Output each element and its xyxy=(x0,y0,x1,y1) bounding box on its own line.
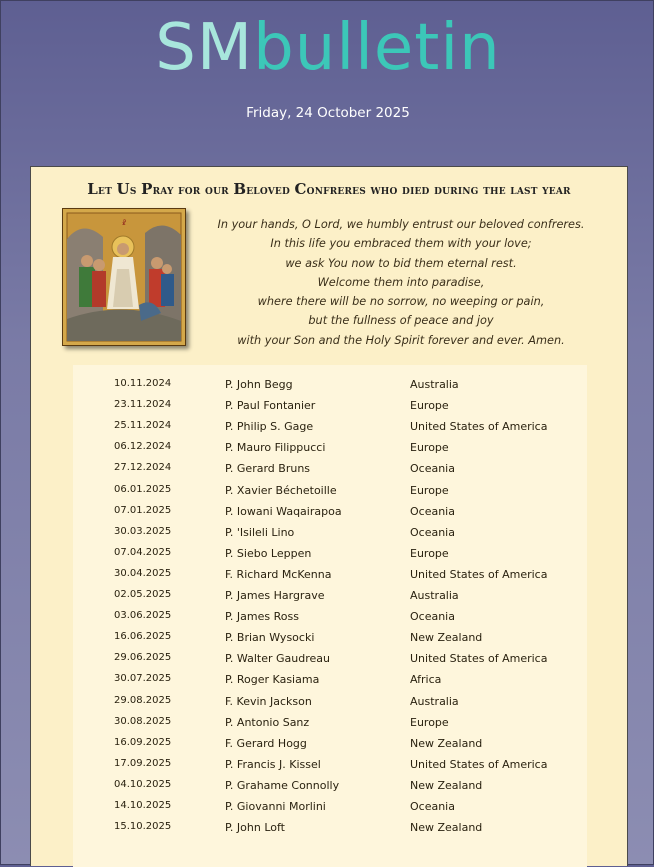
confrere-name: P. Antonio Sanz xyxy=(225,715,310,729)
death-date: 30.07.2025 xyxy=(114,673,172,685)
confrere-name: P. James Hargrave xyxy=(225,589,325,602)
deceased-row xyxy=(73,673,587,694)
logo-bulletin: bulletin xyxy=(253,11,501,85)
region: Australia xyxy=(410,589,459,602)
site-logo[interactable] xyxy=(1,13,654,83)
death-date: 14.10.2025 xyxy=(114,800,172,811)
death-date: 06.12.2024 xyxy=(114,441,172,453)
confrere-name: P. Iowani Waqairapoa xyxy=(225,504,342,518)
deceased-row xyxy=(73,779,587,800)
region: Oceania xyxy=(410,504,455,518)
region: New Zealand xyxy=(410,631,483,645)
region: Europe xyxy=(410,715,449,729)
death-date: 30.08.2025 xyxy=(114,715,172,727)
confrere-name: P. John Begg xyxy=(225,378,293,391)
article-title-part: P xyxy=(141,180,153,198)
confrere-name: P. Siebo Leppen xyxy=(225,546,312,560)
article-title-part: B xyxy=(233,180,247,198)
deceased-row xyxy=(73,420,587,441)
region: New Zealand xyxy=(410,778,483,792)
death-date: 25.11.2024 xyxy=(114,420,172,432)
confrere-name: P. Philip S. Gage xyxy=(225,420,314,434)
death-date: 30.03.2025 xyxy=(114,525,172,537)
death-date: 30.04.2025 xyxy=(114,567,172,579)
deceased-row xyxy=(73,610,587,631)
article-title-part: U xyxy=(116,180,130,198)
death-date: 23.11.2024 xyxy=(114,399,172,411)
deceased-row xyxy=(73,462,587,483)
deceased-row xyxy=(73,589,587,610)
death-date: 07.01.2025 xyxy=(114,504,172,516)
death-date: 27.12.2024 xyxy=(114,462,172,474)
article-title-part: ray for our xyxy=(152,182,234,197)
prayer-line: where there will be no sorrow, no weeping or pain, xyxy=(257,295,545,309)
confrere-name: P. Francis J. Kissel xyxy=(225,757,321,771)
confrere-name: P. James Ross xyxy=(225,610,299,624)
article-title-part: L xyxy=(87,180,99,198)
confrere-name: F. Kevin Jackson xyxy=(225,694,312,708)
confrere-name: P. John Loft xyxy=(225,821,285,835)
death-date: 06.01.2025 xyxy=(114,483,172,495)
deceased-row xyxy=(73,568,587,589)
article-card xyxy=(30,166,628,866)
confrere-name: F. Richard McKenna xyxy=(225,567,332,581)
article-title-part: eloved xyxy=(246,182,295,197)
confrere-name: P. Giovanni Morlini xyxy=(225,800,326,813)
region: Europe xyxy=(410,399,449,413)
region: Oceania xyxy=(410,800,455,813)
deceased-row xyxy=(73,716,587,737)
article-title-part: s xyxy=(129,182,142,197)
region: United States of America xyxy=(410,567,548,581)
deceased-row xyxy=(73,737,587,758)
death-date: 10.11.2024 xyxy=(114,378,172,389)
region: New Zealand xyxy=(410,821,483,835)
article-title-part: onfreres who died during the last year xyxy=(306,182,571,197)
region: Africa xyxy=(410,673,442,687)
death-date: 02.05.2025 xyxy=(114,589,172,600)
deceased-row xyxy=(73,484,587,505)
confrere-name: P. Mauro Filippucci xyxy=(225,441,326,455)
article-title-part: et xyxy=(98,182,117,197)
prayer-text xyxy=(211,215,591,350)
prayer-line: In this life you embraced them with your love; xyxy=(270,237,532,251)
death-date: 29.06.2025 xyxy=(114,652,172,664)
region: Oceania xyxy=(410,525,455,539)
death-date: 15.10.2025 xyxy=(114,821,172,833)
deceased-list xyxy=(73,365,587,867)
confrere-name: P. Brian Wysocki xyxy=(225,631,315,645)
deceased-row xyxy=(73,631,587,652)
deceased-row xyxy=(73,505,587,526)
confrere-name: P. Paul Fontanier xyxy=(225,399,316,413)
deceased-row xyxy=(73,526,587,547)
death-date: 29.08.2025 xyxy=(114,694,172,706)
deceased-row xyxy=(73,821,587,842)
region: Australia xyxy=(410,378,459,391)
deceased-row xyxy=(73,758,587,779)
region: Europe xyxy=(410,483,449,497)
prayer-line: but the fullness of peace and joy xyxy=(308,314,494,328)
svg-text:☧: ☧ xyxy=(121,220,127,227)
confrere-name: P. Grahame Connolly xyxy=(225,778,340,792)
deceased-row xyxy=(73,695,587,716)
death-date: 17.09.2025 xyxy=(114,757,172,769)
confrere-name: F. Gerard Hogg xyxy=(225,736,307,750)
region: United States of America xyxy=(410,420,548,434)
region: Europe xyxy=(410,546,449,560)
deceased-row xyxy=(73,652,587,673)
confrere-name: P. Walter Gaudreau xyxy=(225,652,330,666)
death-date: 16.06.2025 xyxy=(114,631,172,643)
region: New Zealand xyxy=(410,736,483,750)
region: United States of America xyxy=(410,757,548,771)
prayer-line: we ask You now to bid them eternal rest. xyxy=(285,256,517,270)
death-date: 16.09.2025 xyxy=(114,736,172,748)
deceased-row xyxy=(73,547,587,568)
confrere-name: P. Xavier Béchetoille xyxy=(225,483,337,497)
region: Oceania xyxy=(410,462,455,476)
region: Europe xyxy=(410,441,449,455)
death-date: 04.10.2025 xyxy=(114,778,172,790)
logo-sm: SM xyxy=(155,11,254,85)
region: United States of America xyxy=(410,652,548,666)
article-title xyxy=(31,180,627,198)
prayer-line: In your hands, O Lord, we humbly entrust our beloved confreres. xyxy=(217,218,585,231)
confrere-name: P. Gerard Bruns xyxy=(225,462,311,476)
death-date: 03.06.2025 xyxy=(114,610,172,622)
prayer-line: Welcome them into paradise, xyxy=(317,275,485,289)
confrere-name: P. 'Isileli Lino xyxy=(225,525,295,539)
region: Oceania xyxy=(410,610,455,624)
resurrection-icon-image xyxy=(62,208,186,346)
prayer-line: with your Son and the Holy Spirit forever and ever. Amen. xyxy=(237,333,565,347)
region: Australia xyxy=(410,694,459,708)
deceased-row xyxy=(73,378,587,399)
issue-date: Friday, 24 October 2025 xyxy=(246,105,410,121)
deceased-row xyxy=(73,399,587,420)
article-title-part: C xyxy=(294,180,307,198)
deceased-row xyxy=(73,800,587,821)
deceased-row xyxy=(73,441,587,462)
confrere-name: P. Roger Kasiama xyxy=(225,673,320,687)
death-date: 07.04.2025 xyxy=(114,546,172,558)
